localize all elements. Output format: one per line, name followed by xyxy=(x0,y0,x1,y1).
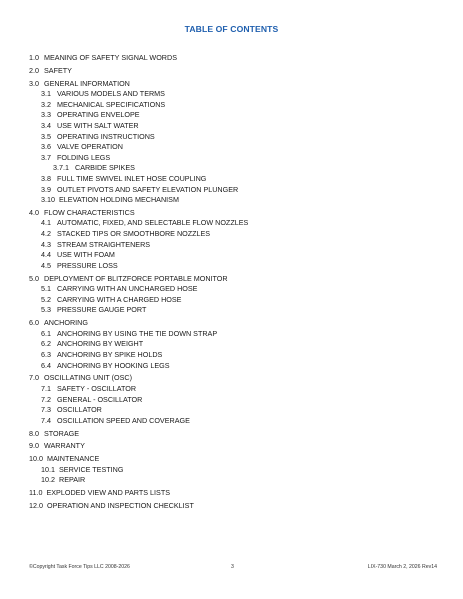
toc-entry[interactable] xyxy=(29,53,439,64)
toc-entry-title: CARBIDE SPIKES xyxy=(75,163,135,173)
toc-entry-number: 3.7.1 xyxy=(53,163,69,173)
toc-entry-title: OSCILLATOR xyxy=(57,405,102,415)
toc-entry[interactable] xyxy=(29,110,439,121)
toc-entry-title: FLOW CHARACTERISTICS xyxy=(44,207,135,217)
toc-entry[interactable] xyxy=(29,441,439,452)
toc-entry[interactable] xyxy=(29,395,439,406)
toc-entry-title: MAINTENANCE xyxy=(47,454,100,464)
toc-entry[interactable] xyxy=(29,208,439,219)
toc-entry[interactable] xyxy=(29,429,439,440)
toc-entry[interactable] xyxy=(29,405,439,416)
toc-entry-number: 3.10 xyxy=(41,195,55,205)
toc-entry-number: 3.5 xyxy=(41,131,51,141)
toc-entry[interactable] xyxy=(29,132,439,143)
toc-entry-title: ANCHORING BY SPIKE HOLDS xyxy=(57,349,163,359)
toc-entry-number: 6.1 xyxy=(41,328,51,338)
toc-entry-number: 4.3 xyxy=(41,239,51,249)
toc-entry-title: SAFETY xyxy=(44,65,72,75)
toc-entry[interactable] xyxy=(29,361,439,372)
toc-entry-number: 3.4 xyxy=(41,120,51,130)
toc-entry-number: 6.4 xyxy=(41,360,51,370)
footer-page-number: 3 xyxy=(231,564,234,570)
toc-entry-number: 2.0 xyxy=(29,65,39,75)
toc-entry-number: 7.2 xyxy=(41,394,51,404)
toc-entry-title: EXPLODED VIEW AND PARTS LISTS xyxy=(46,488,171,498)
page-title: TABLE OF CONTENTS xyxy=(184,24,279,34)
toc-entry[interactable] xyxy=(29,153,439,164)
toc-entry-title: ANCHORING BY HOOKING LEGS xyxy=(57,360,170,370)
toc-entry-number: 6.3 xyxy=(41,349,51,359)
toc-entry-number: 7.1 xyxy=(41,383,51,393)
toc-entry-number: 12.0 xyxy=(29,500,43,510)
toc-entry[interactable] xyxy=(29,89,439,100)
toc-entry-number: 4.4 xyxy=(41,250,51,260)
toc-entry-number: 7.4 xyxy=(41,415,51,425)
toc-entry-title: GENERAL INFORMATION xyxy=(44,78,130,88)
toc-entry[interactable] xyxy=(29,100,439,111)
toc-entry-title: FOLDING LEGS xyxy=(57,152,111,162)
toc-entry-title: PRESSURE LOSS xyxy=(57,260,118,270)
toc-entry-number: 1.0 xyxy=(29,53,39,62)
toc-entry-number: 3.0 xyxy=(29,78,39,88)
toc-entry-title: OPERATING INSTRUCTIONS xyxy=(57,131,155,141)
toc-entry-title: WARRANTY xyxy=(44,441,85,451)
toc-entry-number: 3.8 xyxy=(41,173,51,183)
toc-entry-number: 3.1 xyxy=(41,89,51,99)
toc-entry[interactable] xyxy=(29,79,439,90)
toc-entry-title: FULL TIME SWIVEL INLET HOSE COUPLING xyxy=(57,173,207,183)
toc-entry-title: ELEVATION HOLDING MECHANISM xyxy=(59,195,179,205)
toc-entry-title: MECHANICAL SPECIFICATIONS xyxy=(57,99,166,109)
toc-entry-title: USE WITH SALT WATER xyxy=(57,120,139,130)
toc-entry[interactable] xyxy=(29,329,439,340)
toc-entry-number: 6.0 xyxy=(29,318,39,328)
toc-entry-number: 11.0 xyxy=(29,488,43,498)
toc-entry-title: REPAIR xyxy=(59,475,86,485)
toc-entry[interactable] xyxy=(29,350,439,361)
toc-entry[interactable] xyxy=(29,261,439,272)
toc-entry-number: 7.0 xyxy=(29,373,39,383)
toc-entry-title: STREAM STRAIGHTENERS xyxy=(57,239,151,249)
toc-entry-title: ANCHORING xyxy=(44,318,88,328)
toc-entry-title: CARRYING WITH AN UNCHARGED HOSE xyxy=(57,284,198,294)
toc-entry-number: 8.0 xyxy=(29,428,39,438)
toc-entry-number: 3.2 xyxy=(41,99,51,109)
toc-entry-number: 5.1 xyxy=(41,284,51,294)
toc-entry-title: GENERAL - OSCILLATOR xyxy=(57,394,143,404)
toc-entry[interactable] xyxy=(29,318,439,329)
toc-entry-number: 3.9 xyxy=(41,184,51,194)
toc-entry-number: 7.3 xyxy=(41,405,51,415)
toc-entry-title: OPERATION AND INSPECTION CHECKLIST xyxy=(47,500,194,510)
toc-entry[interactable] xyxy=(29,229,439,240)
toc-entry[interactable] xyxy=(29,174,439,185)
toc-entry[interactable] xyxy=(29,163,439,174)
toc-entry-number: 5.2 xyxy=(41,294,51,304)
toc-entry[interactable] xyxy=(29,185,439,196)
toc-entry-title: OSCILLATION SPEED AND COVERAGE xyxy=(57,415,190,425)
toc-entry-title: SERVICE TESTING xyxy=(59,464,124,474)
toc-entry-title: OSCILLATING UNIT (OSC) xyxy=(44,373,132,383)
toc-entry-title: AUTOMATIC, FIXED, AND SELECTABLE FLOW NOZZLES xyxy=(57,218,249,228)
toc-entry[interactable] xyxy=(29,488,439,499)
toc-entry[interactable] xyxy=(29,121,439,132)
toc-entry[interactable] xyxy=(29,218,439,229)
toc-entry-number: 10.0 xyxy=(29,454,43,464)
toc-entry[interactable] xyxy=(29,384,439,395)
toc-entry[interactable] xyxy=(29,195,439,206)
toc-entry-title: PRESSURE GAUGE PORT xyxy=(57,305,147,315)
toc-entry[interactable] xyxy=(29,475,439,486)
toc-entry[interactable] xyxy=(29,250,439,261)
toc-entry-number: 9.0 xyxy=(29,441,39,451)
toc-entry-title: SAFETY - OSCILLATOR xyxy=(57,383,137,393)
footer-copyright: ©Copyright Task Force Tips LLC 2008-2026 xyxy=(29,564,130,570)
toc-entry-number: 5.3 xyxy=(41,305,51,315)
toc-entry[interactable] xyxy=(29,465,439,476)
toc-entry-number: 5.0 xyxy=(29,273,39,283)
toc-entry-number: 4.5 xyxy=(41,260,51,270)
toc-entry-number: 3.6 xyxy=(41,142,51,152)
toc-entry-title: DEPLOYMENT OF BLITZFORCE PORTABLE MONITOR xyxy=(44,273,228,283)
toc-entry-title: CARRYING WITH A CHARGED HOSE xyxy=(57,294,182,304)
toc-entry[interactable] xyxy=(29,295,439,306)
toc-entry-title: MEANING OF SAFETY SIGNAL WORDS xyxy=(44,53,177,62)
table-of-contents xyxy=(29,53,439,511)
toc-entry[interactable] xyxy=(29,416,439,427)
page-footer xyxy=(29,564,437,574)
toc-entry[interactable] xyxy=(29,66,439,77)
toc-entry[interactable] xyxy=(29,305,439,316)
toc-entry[interactable] xyxy=(29,284,439,295)
footer-document-id: LIX-730 March 2, 2026 Rev14 xyxy=(367,564,437,570)
toc-entry-title: STACKED TIPS OR SMOOTHBORE NOZZLES xyxy=(57,229,211,239)
toc-entry-number: 4.0 xyxy=(29,207,39,217)
toc-entry[interactable] xyxy=(29,454,439,465)
toc-entry-title: ANCHORING BY USING THE TIE DOWN STRAP xyxy=(57,328,218,338)
toc-entry-number: 6.2 xyxy=(41,339,51,349)
toc-entry-number: 10.1 xyxy=(41,464,55,474)
toc-entry-title: VALVE OPERATION xyxy=(57,142,123,152)
toc-entry-number: 10.2 xyxy=(41,475,55,485)
toc-entry[interactable] xyxy=(29,501,439,512)
toc-entry[interactable] xyxy=(29,274,439,285)
toc-entry[interactable] xyxy=(29,142,439,153)
toc-entry-number: 4.1 xyxy=(41,218,51,228)
toc-entry-title: USE WITH FOAM xyxy=(57,250,115,260)
toc-entry[interactable] xyxy=(29,240,439,251)
toc-entry-number: 3.7 xyxy=(41,152,51,162)
toc-entry-title: VARIOUS MODELS AND TERMS xyxy=(57,89,165,99)
toc-entry-title: OUTLET PIVOTS AND SAFETY ELEVATION PLUNGER xyxy=(57,184,239,194)
toc-entry[interactable] xyxy=(29,373,439,384)
toc-entry-title: ANCHORING BY WEIGHT xyxy=(57,339,144,349)
toc-entry-number: 3.3 xyxy=(41,110,51,120)
toc-entry[interactable] xyxy=(29,339,439,350)
toc-entry-title: OPERATING ENVELOPE xyxy=(57,110,140,120)
toc-entry-title: STORAGE xyxy=(44,428,80,438)
toc-entry-number: 4.2 xyxy=(41,229,51,239)
